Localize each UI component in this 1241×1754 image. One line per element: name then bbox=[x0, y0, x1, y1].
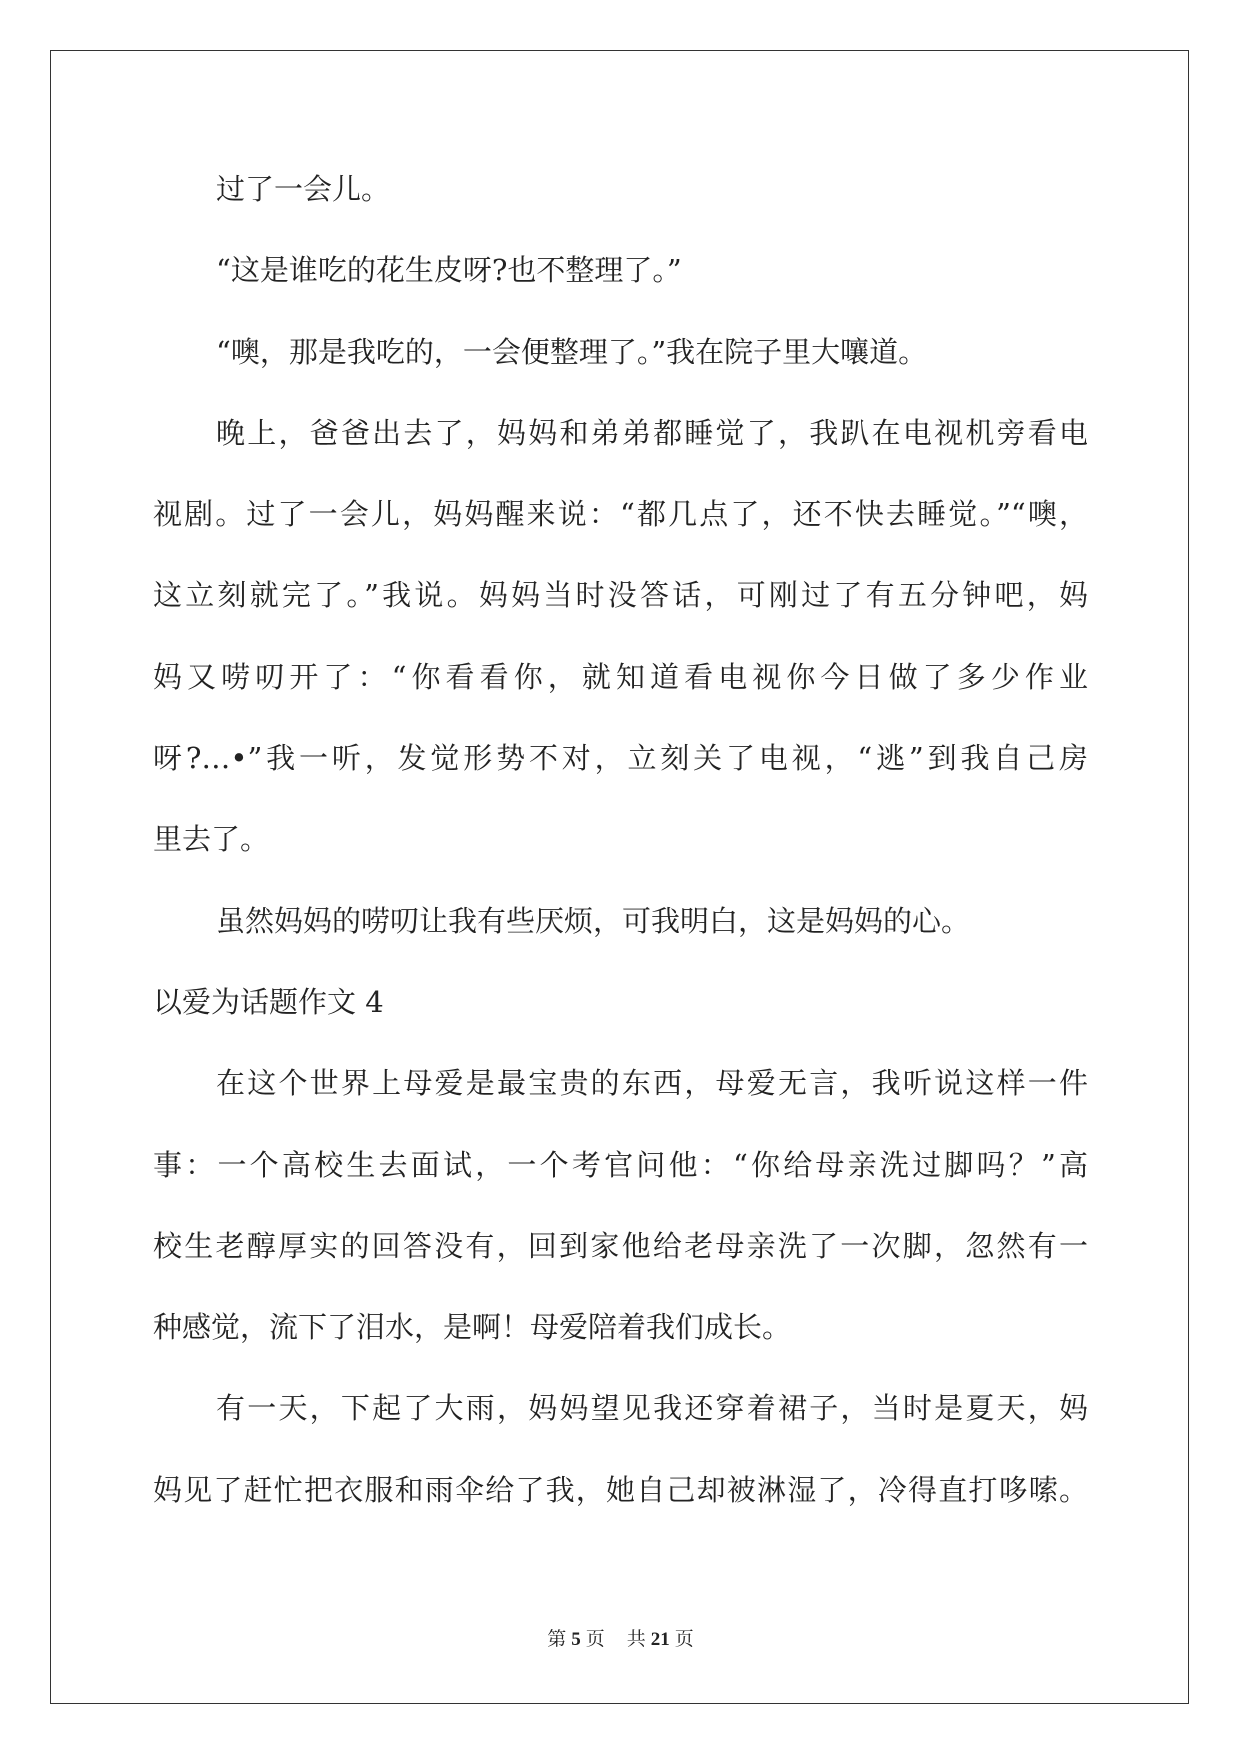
text-line: 晚上，爸爸出去了，妈妈和弟弟都睡觉了，我趴在电视机旁看电 bbox=[216, 415, 1088, 450]
text-line: 种感觉，流下了泪水，是啊！母爱陪着我们成长。 bbox=[153, 1310, 792, 1345]
text-line: “这是谁吃的花生皮呀?也不整理了。” bbox=[216, 253, 682, 288]
paragraph bbox=[153, 149, 1088, 230]
text-line: 里去了。 bbox=[153, 822, 270, 857]
paragraph bbox=[153, 881, 1088, 962]
page-number: 5 bbox=[571, 1629, 581, 1650]
document-body bbox=[153, 149, 1088, 1531]
text-line: 事：一个高校生去面试，一个考官问他：“你给母亲洗过脚吗？”高 bbox=[153, 1147, 1088, 1182]
section-2 bbox=[153, 962, 1088, 1531]
text-line: 这立刻就完了。”我说。妈妈当时没答话，可刚过了有五分钟吧，妈 bbox=[153, 578, 1088, 613]
total-pages: 21 bbox=[650, 1629, 670, 1650]
text-line: 校生老醇厚实的回答没有，回到家他给老母亲洗了一次脚，忽然有一 bbox=[153, 1228, 1088, 1263]
text-line: 过了一会儿。 bbox=[216, 172, 391, 206]
paragraph bbox=[153, 1368, 1088, 1531]
text-line: 虽然妈妈的唠叨让我有些厌烦，可我明白，这是妈妈的心。 bbox=[216, 903, 971, 938]
text-line: 妈见了赶忙把衣服和雨伞给了我，她自己却被淋湿了，冷得直打哆嗦。 bbox=[153, 1472, 1088, 1507]
paragraph bbox=[153, 1043, 1088, 1368]
total-prefix: 共 bbox=[626, 1629, 646, 1650]
page-suffix: 页 bbox=[585, 1629, 605, 1650]
total-suffix: 页 bbox=[674, 1629, 694, 1650]
text-line: 妈又唠叨开了：“你看看你，就知道看电视你今日做了多少作业 bbox=[153, 659, 1088, 694]
text-line: 在这个世界上母爱是最宝贵的东西，母爱无言，我听说这样一件 bbox=[216, 1066, 1088, 1101]
text-line: “噢，那是我吃的，一会便整理了。”我在院子里大嚷道。 bbox=[216, 334, 928, 369]
section-1 bbox=[153, 149, 1088, 962]
essay-title: 以爱为话题作文 4 bbox=[153, 984, 384, 1019]
text-line: 有一天，下起了大雨，妈妈望见我还穿着裙子，当时是夏天，妈 bbox=[216, 1391, 1088, 1426]
paragraph bbox=[153, 393, 1088, 881]
paragraph bbox=[153, 230, 1088, 311]
page-footer bbox=[0, 1624, 1241, 1651]
paragraph bbox=[153, 312, 1088, 393]
text-line: 视剧。过了一会儿，妈妈醒来说：“都几点了，还不快去睡觉。”“噢， bbox=[153, 497, 1088, 532]
text-line: 呀?…•”我一听，发觉形势不对，立刻关了电视，“逃”到我自己房 bbox=[153, 741, 1088, 776]
page-prefix: 第 bbox=[547, 1629, 567, 1650]
